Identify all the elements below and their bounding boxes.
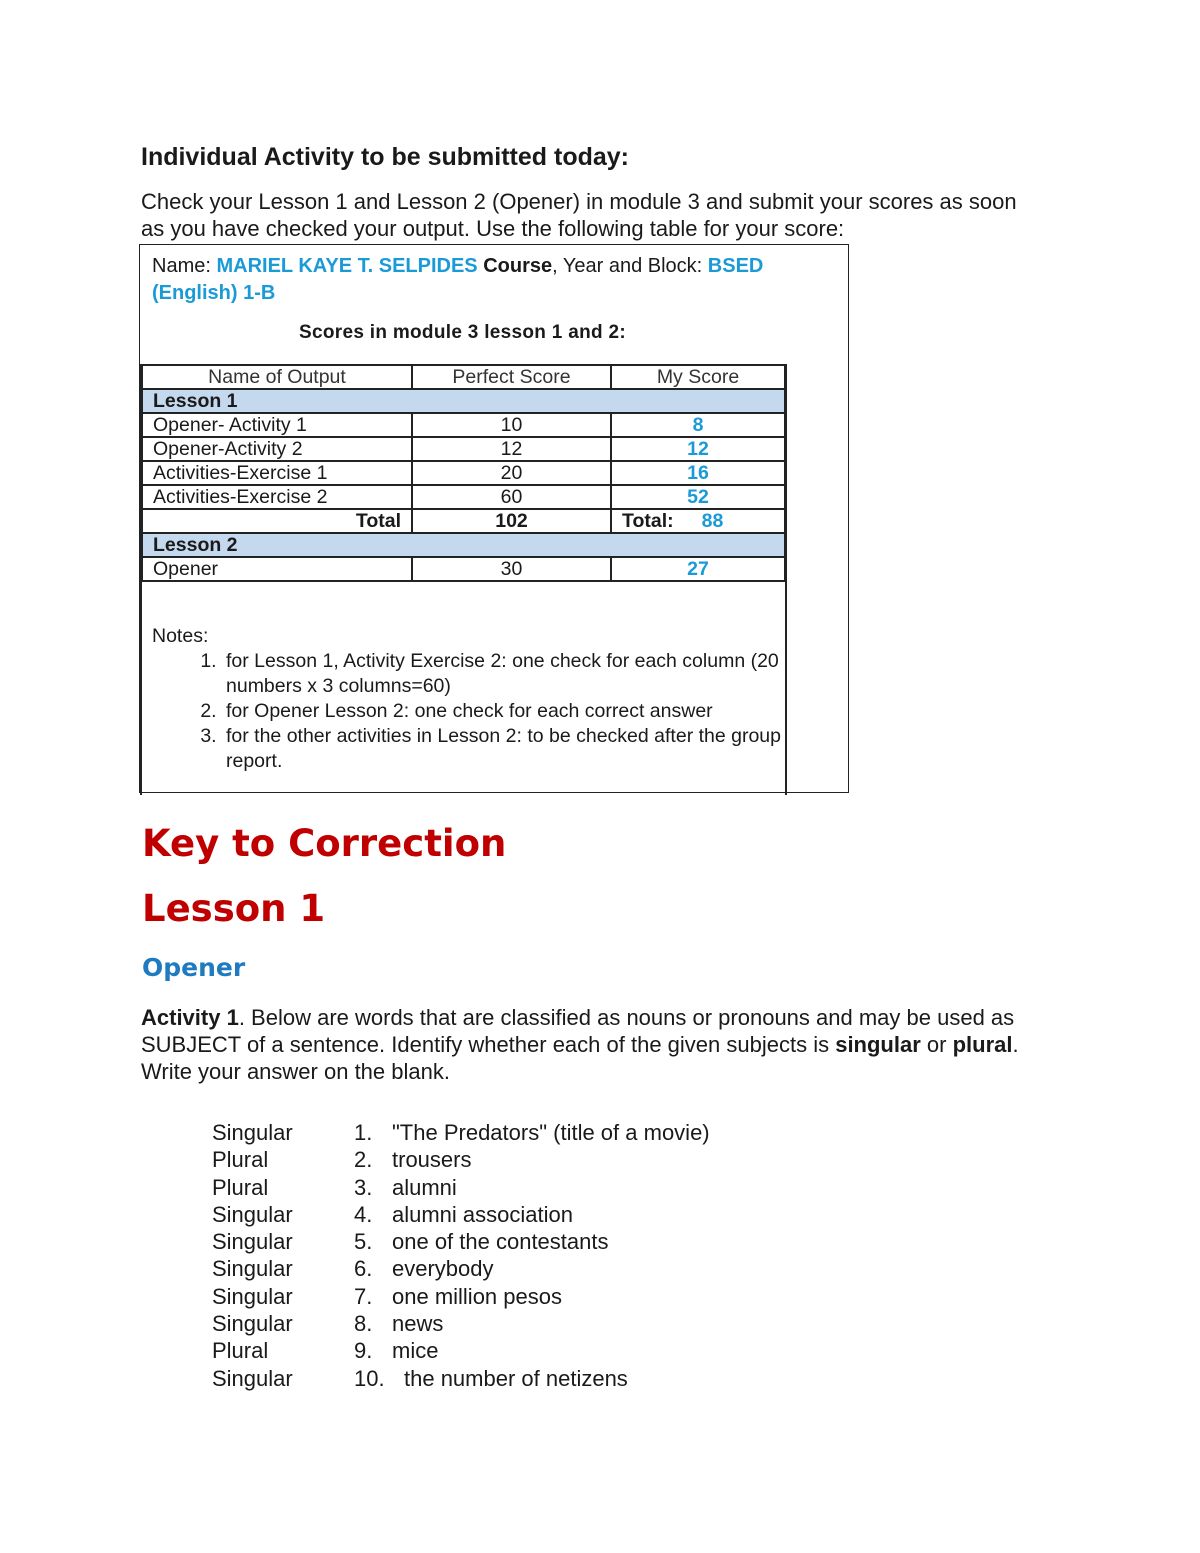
item-number: 8.	[354, 1311, 373, 1337]
item-text: alumni	[392, 1174, 457, 1200]
item-text: mice	[392, 1338, 439, 1364]
singular-word: singular	[835, 1032, 921, 1057]
answer: Singular	[212, 1229, 293, 1255]
table-row	[142, 461, 785, 485]
total-perfect: 102	[412, 509, 611, 533]
header-name-of-output: Name of Output	[142, 365, 412, 389]
notes-list	[152, 649, 782, 774]
total-my-score: 88	[701, 510, 724, 532]
table-row	[142, 485, 785, 509]
answer: Plural	[212, 1338, 269, 1364]
answer: Singular	[212, 1311, 293, 1337]
list-item	[212, 1174, 710, 1201]
item-text: the number of netizens	[404, 1365, 628, 1391]
answer: Plural	[212, 1174, 269, 1200]
scores-title: Scores in module 3 lesson 1 and 2:	[299, 322, 626, 343]
item-text: everybody	[392, 1256, 494, 1282]
list-item	[212, 1337, 710, 1364]
name-label: Name:	[152, 255, 217, 277]
item-number: 3.	[354, 1174, 373, 1200]
scores-table	[141, 364, 786, 582]
my-score: 16	[611, 461, 785, 485]
year-block-label: , Year and Block:	[552, 255, 708, 277]
output-name: Opener-Activity 2	[142, 437, 412, 461]
answer: Plural	[212, 1147, 269, 1173]
intro-section	[141, 140, 1061, 242]
answer: Singular	[212, 1120, 293, 1145]
total-my-score-cell	[611, 509, 785, 533]
activity-instructions	[141, 1004, 1061, 1085]
item-text: one of the contestants	[392, 1229, 609, 1255]
total-my-label: Total:	[622, 510, 674, 532]
lesson2-section-row	[142, 533, 785, 557]
or-word: or	[920, 1032, 953, 1057]
lesson1-section-row	[142, 389, 785, 413]
table-header-row	[142, 365, 785, 389]
header-perfect-score: Perfect Score	[412, 365, 611, 389]
activity-label: Activity 1	[141, 1005, 239, 1030]
total-row	[142, 509, 785, 533]
course-label: Course	[483, 255, 553, 277]
table-row	[142, 437, 785, 461]
perfect-score: 60	[412, 485, 611, 509]
perfect-score: 20	[412, 461, 611, 485]
student-info	[152, 253, 832, 307]
score-box	[139, 244, 849, 793]
list-item	[212, 1310, 710, 1337]
answer-list	[212, 1119, 710, 1392]
item-number: 5.	[354, 1229, 373, 1255]
list-item	[212, 1283, 710, 1310]
perfect-score: 30	[412, 557, 611, 581]
item-number: 9.	[354, 1338, 373, 1364]
opener-title: Opener	[142, 953, 246, 982]
activity-text-2: . Write your answer on the blank.	[141, 1032, 1019, 1084]
note-item: 3. for the other activities in Lesson 2: to be checked after the group report.	[222, 724, 782, 774]
list-item	[212, 1146, 710, 1173]
item-number: 1.	[354, 1120, 373, 1145]
item-text: alumni association	[392, 1201, 573, 1227]
item-text: trousers	[392, 1147, 472, 1173]
item-number: 10.	[354, 1365, 385, 1391]
answer: Singular	[212, 1283, 293, 1309]
item-number: 7.	[354, 1283, 373, 1309]
table-row	[142, 557, 785, 581]
item-text: news	[392, 1311, 444, 1337]
notes	[152, 624, 782, 774]
lesson2-label: Lesson 2	[142, 533, 785, 557]
item-text: "The Predators" (title of a movie)	[392, 1120, 710, 1145]
list-item	[212, 1255, 710, 1282]
item-number: 6.	[354, 1256, 373, 1282]
output-name: Activities-Exercise 1	[142, 461, 412, 485]
item-number: 2.	[354, 1147, 373, 1173]
answer: Singular	[212, 1256, 293, 1282]
item-text: one million pesos	[392, 1283, 562, 1309]
table-row	[142, 413, 785, 437]
item-number: 4.	[354, 1201, 373, 1227]
answer: Singular	[212, 1365, 293, 1391]
output-name: Activities-Exercise 2	[142, 485, 412, 509]
answer: Singular	[212, 1201, 293, 1227]
key-to-correction-title: Key to Correction	[142, 822, 507, 865]
plural-word: plural	[952, 1032, 1013, 1057]
total-label: Total	[142, 509, 412, 533]
list-item	[212, 1228, 710, 1255]
my-score: 52	[611, 485, 785, 509]
list-item	[212, 1119, 710, 1146]
note-item: 2. for Opener Lesson 2: one check for each correct answer	[222, 699, 782, 724]
notes-label: Notes:	[152, 625, 209, 647]
output-name: Opener	[142, 557, 412, 581]
lesson-title: Lesson 1	[142, 887, 326, 930]
intro-heading: Individual Activity to be submitted today:	[141, 143, 630, 171]
list-item	[212, 1201, 710, 1228]
block-value: BSED (English) 1-B	[152, 255, 764, 304]
activity-text-1: . Below are words that are classified as nouns or pronouns and may be used as SUBJECT of a sentence. Identify whether each of the given subjects is	[141, 1005, 1015, 1057]
student-name: MARIEL KAYE T. SELPIDES	[216, 255, 478, 277]
my-score: 12	[611, 437, 785, 461]
list-item	[212, 1365, 710, 1392]
header-my-score: My Score	[611, 365, 785, 389]
note-item: 1. for Lesson 1, Activity Exercise 2: one check for each column (20 numbers x 3 columns=60)	[222, 649, 782, 699]
my-score: 8	[611, 413, 785, 437]
output-name: Opener- Activity 1	[142, 413, 412, 437]
perfect-score: 12	[412, 437, 611, 461]
my-score: 27	[611, 557, 785, 581]
perfect-score: 10	[412, 413, 611, 437]
intro-text: Check your Lesson 1 and Lesson 2 (Opener) in module 3 and submit your scores as soon as you have checked your output. Use the following table for your score:	[141, 189, 1017, 241]
lesson1-label: Lesson 1	[142, 389, 785, 413]
